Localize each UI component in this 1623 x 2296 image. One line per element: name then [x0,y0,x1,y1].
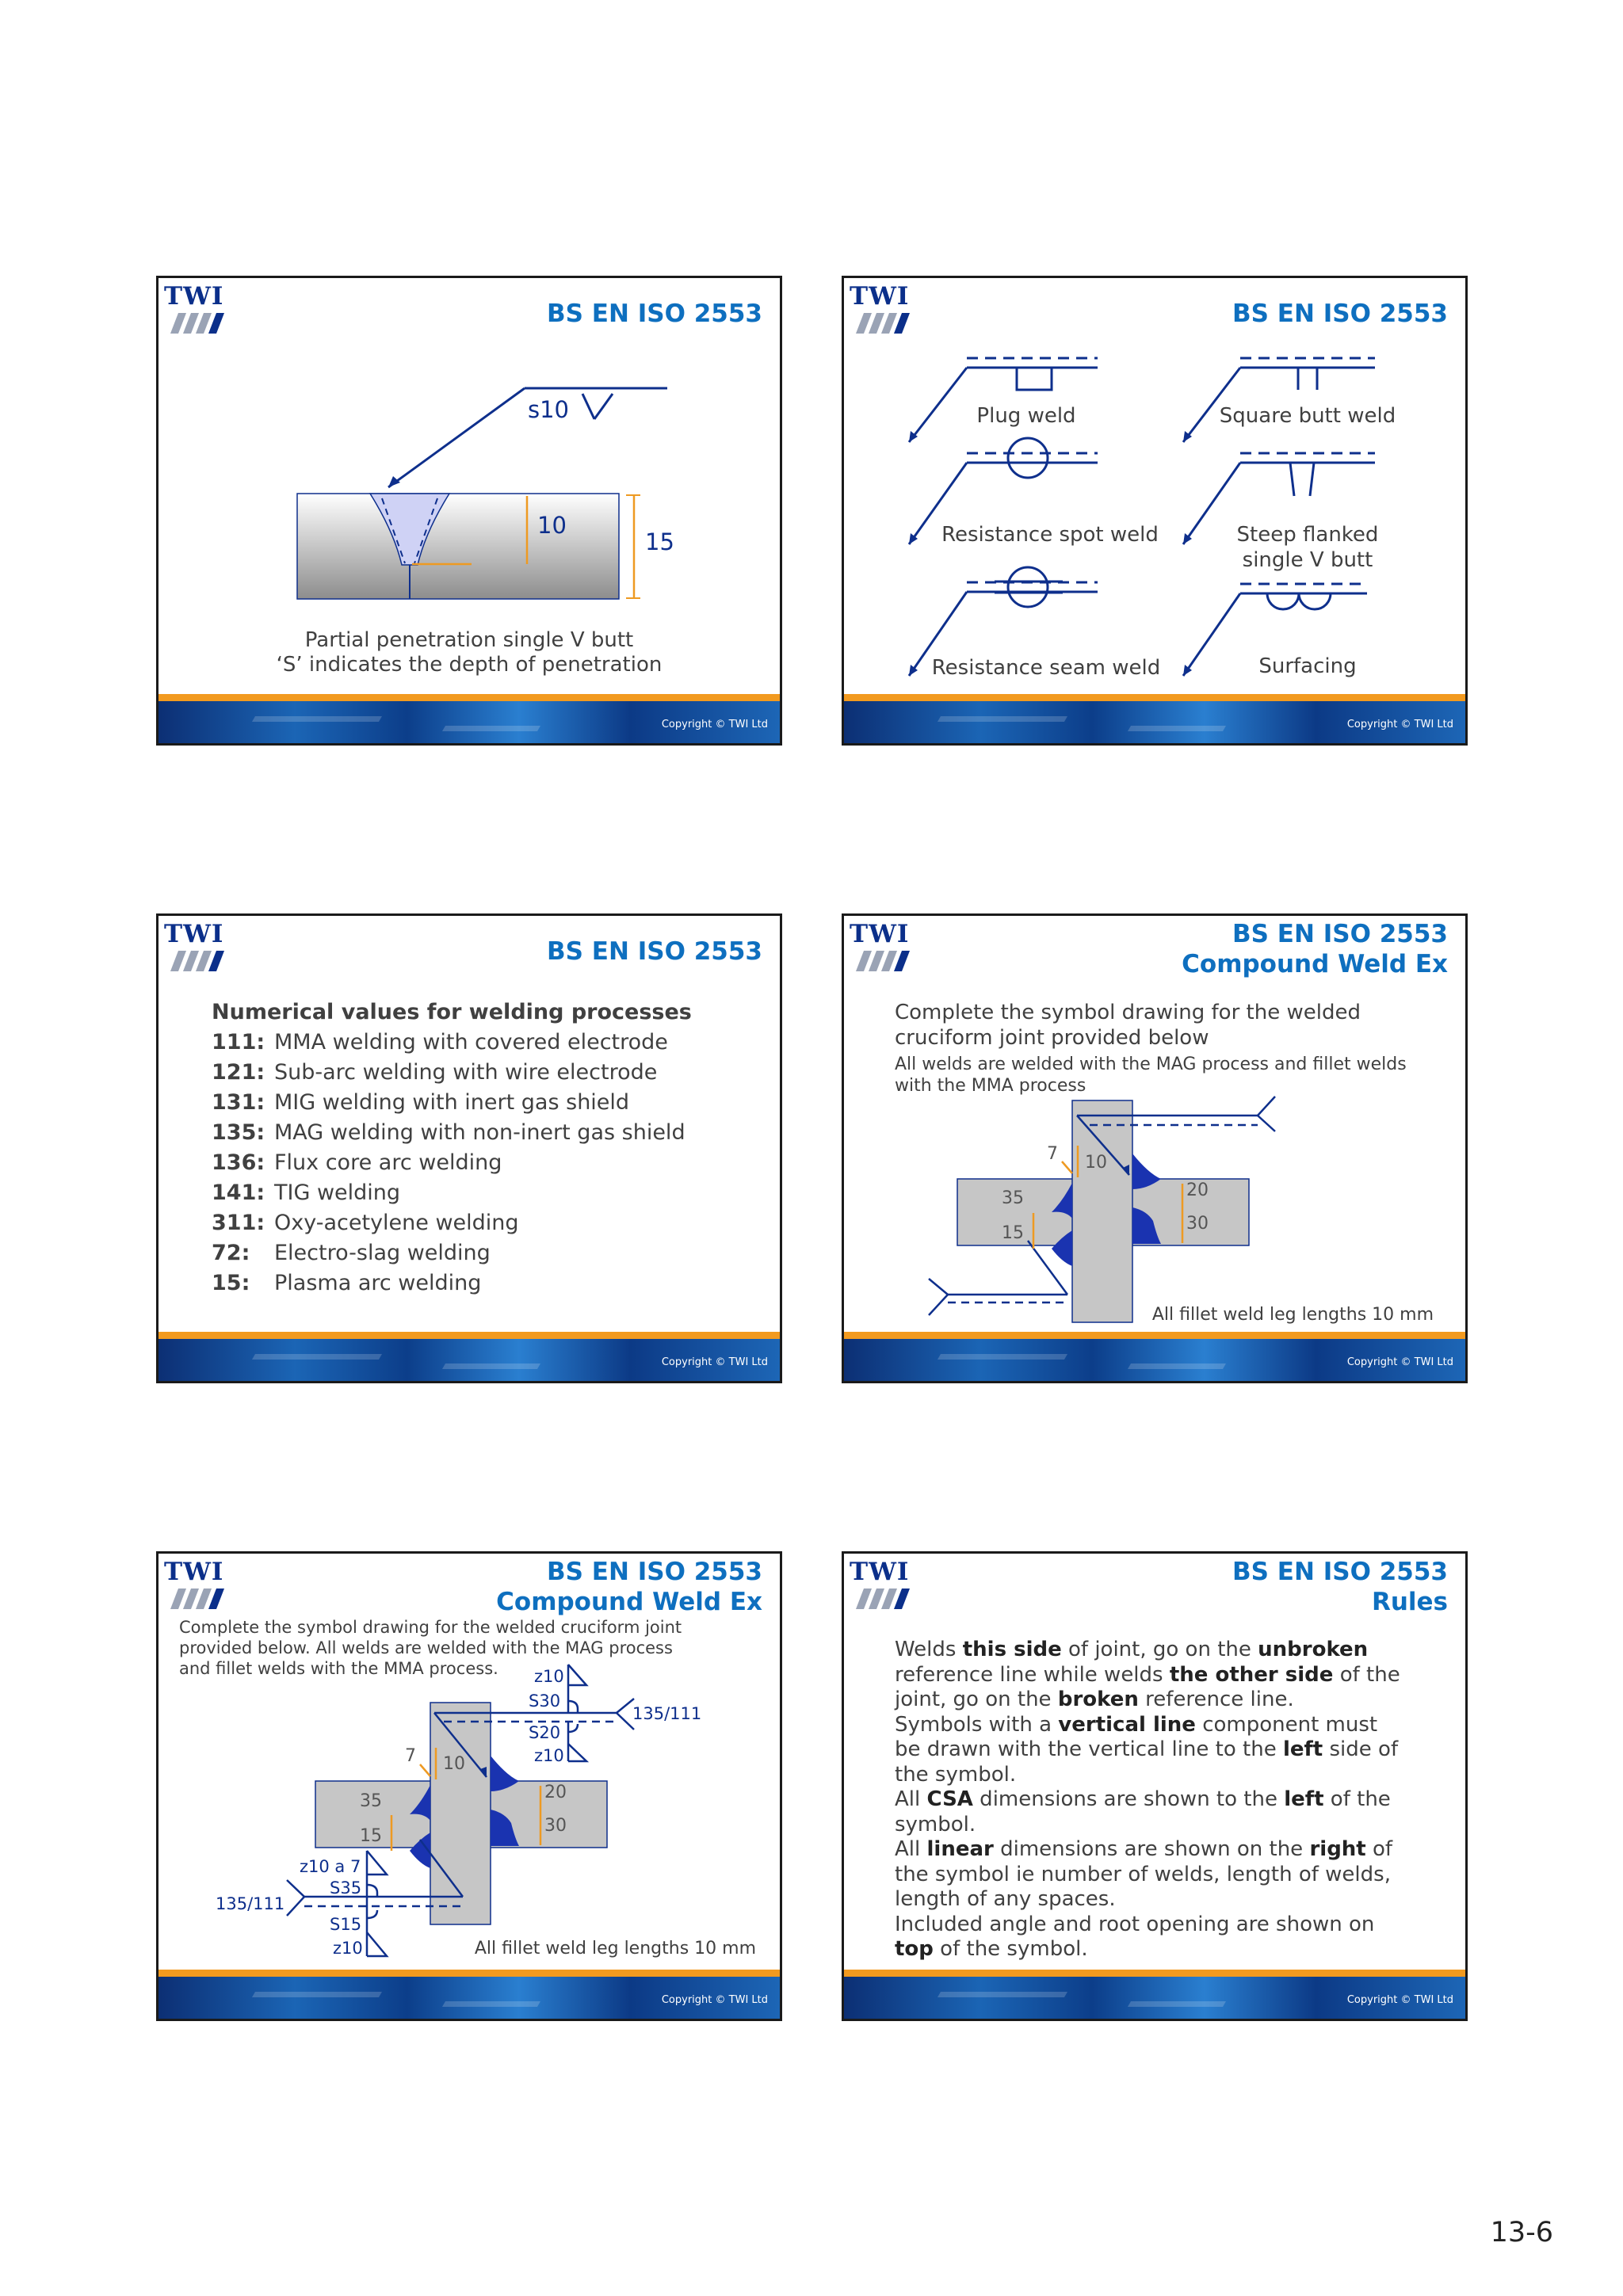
slide-title: BS EN ISO 2553 [547,299,762,328]
dim-15: 15 [360,1826,382,1846]
process-row [212,1180,400,1206]
process-code: 311: [212,1211,265,1235]
slide-title: BS EN ISO 2553 Compound Weld Ex [1182,920,1448,978]
process-name: Oxy-acetylene welding [274,1211,519,1235]
copyright: Copyright © TWI Ltd [661,719,768,730]
process-name: Plasma arc welding [274,1271,482,1295]
process-row [212,1211,519,1236]
label-square-butt: Square butt weld [1219,404,1396,428]
dim-10: 10 [443,1754,465,1774]
label-process-top: 135/111 [632,1704,702,1723]
process-name: Flux core arc welding [274,1150,502,1175]
process-name: MAG welding with non-inert gas shield [274,1120,685,1145]
process-name: MMA welding with covered electrode [274,1030,668,1055]
label-s20: S20 [529,1723,561,1742]
process-code: 135: [212,1120,265,1145]
slide-footer [844,1332,1465,1381]
label-steep-flanked: Steep flanked single V butt [1236,523,1379,572]
page-number: 13-6 [1490,2217,1553,2248]
slide-weld-symbols [842,276,1468,746]
process-code: 72: [212,1241,250,1265]
dim-15: 15 [1002,1223,1024,1243]
dim-15: 15 [645,528,674,555]
twi-logo: TWI [164,922,227,974]
slide-footer [844,694,1465,743]
copyright: Copyright © TWI Ltd [1346,1356,1453,1368]
process-name: MIG welding with inert gas shield [274,1090,630,1115]
leg-length-note: All fillet weld leg lengths 10 mm [474,1939,756,1958]
slide-footer [844,1970,1465,2019]
process-code: 121: [212,1060,265,1085]
process-note: All welds are welded with the MAG process and fillet welds with the MMA process [895,1055,1407,1096]
dim-30: 30 [544,1816,567,1836]
twi-logo: TWI [850,1560,913,1612]
leg-length-note: All fillet weld leg lengths 10 mm [1151,1305,1434,1325]
process-row [212,1271,481,1296]
dim-7: 7 [405,1746,416,1766]
slide-footer [158,1332,780,1381]
dim-35: 35 [360,1791,382,1811]
twi-logo: TWI [164,284,227,337]
copyright: Copyright © TWI Ltd [1346,719,1453,730]
process-code: 111: [212,1030,265,1055]
process-row [212,1241,491,1266]
slide-title: BS EN ISO 2553 Compound Weld Ex [496,1558,762,1616]
slide-title: BS EN ISO 2553 [547,937,762,966]
process-row [212,1090,629,1116]
copyright: Copyright © TWI Ltd [661,1356,768,1368]
slide-footer [158,694,780,743]
logo-stripes-icon [164,946,227,974]
process-name: Electro-slag welding [274,1241,491,1265]
dim-35: 35 [1002,1188,1024,1208]
dim-20: 20 [1186,1180,1209,1200]
process-row [212,1120,685,1146]
intro-text: Complete the symbol drawing for the welded cruciform joint provided below [895,1001,1361,1050]
copyright: Copyright © TWI Ltd [661,1994,768,2006]
twi-logo: TWI [164,1560,227,1612]
slide-title: BS EN ISO 2553 [1232,299,1448,328]
process-row [212,1060,657,1085]
caption: Partial penetration single V butt ‘S’ indicates the depth of penetration [276,628,663,677]
process-name: Sub-arc welding with wire electrode [274,1060,658,1085]
process-code: 136: [212,1150,265,1175]
process-heading: Numerical values for welding processes [212,1000,692,1024]
label-surfacing: Surfacing [1258,654,1357,678]
copyright: Copyright © TWI Ltd [1346,1994,1453,2006]
slide-rules [842,1551,1468,2021]
label-s30: S30 [529,1691,561,1711]
process-name: TIG welding [274,1180,401,1205]
label-z10-mid: z10 [534,1746,564,1765]
label-z10a7: z10 a 7 [300,1857,361,1876]
twi-logo: TWI [850,284,913,337]
process-code: 15: [212,1271,250,1295]
label-resistance-spot: Resistance spot weld [941,523,1159,547]
process-code: 141: [212,1180,265,1205]
intro-text: Complete the symbol drawing for the welded cruciform joint provided below. All welds are welded with the MAG process and fillet welds with the MMA process. [179,1618,682,1678]
label-plug-weld: Plug weld [976,404,1076,428]
logo-stripes-icon [850,1584,913,1612]
label-s15: S15 [330,1915,362,1934]
slide-title: BS EN ISO 2553 Rules [1232,1558,1448,1616]
label-process-bottom: 135/111 [216,1894,285,1913]
dim-10: 10 [1085,1153,1107,1173]
slide-compound-weld-answer [156,1551,782,2021]
process-row [212,1030,668,1055]
slide-process-numbers [156,913,782,1383]
slide-partial-penetration [156,276,782,746]
label-resistance-seam: Resistance seam weld [931,656,1161,680]
slide-compound-weld-question [842,913,1468,1383]
dim-20: 20 [544,1783,567,1802]
slide-footer [158,1970,780,2019]
label-z10-bottom: z10 [333,1939,363,1958]
process-row [212,1150,502,1176]
label-s35: S35 [330,1878,362,1897]
dim-30: 30 [1186,1214,1209,1234]
rules-text: Welds this side of joint, go on the unbroken reference line while welds the other side of the joint, go on the broken reference line. Symbols with a vertical line component must be drawn with the vertical line to the left side of the symbol. All CSA dimensions are shown to the left of the symbol. All linear dimensions are shown on the right of the symbol ie number of welds, length of welds, length of any spaces. Included angle and root opening are shown on top of the symbol. [895,1638,1400,1961]
twi-logo: TWI [850,922,913,974]
s10-label: s10 [528,396,570,423]
dim-7: 7 [1047,1144,1058,1164]
process-code: 131: [212,1090,265,1115]
label-z10-top: z10 [534,1667,564,1686]
dim-10: 10 [537,512,567,539]
